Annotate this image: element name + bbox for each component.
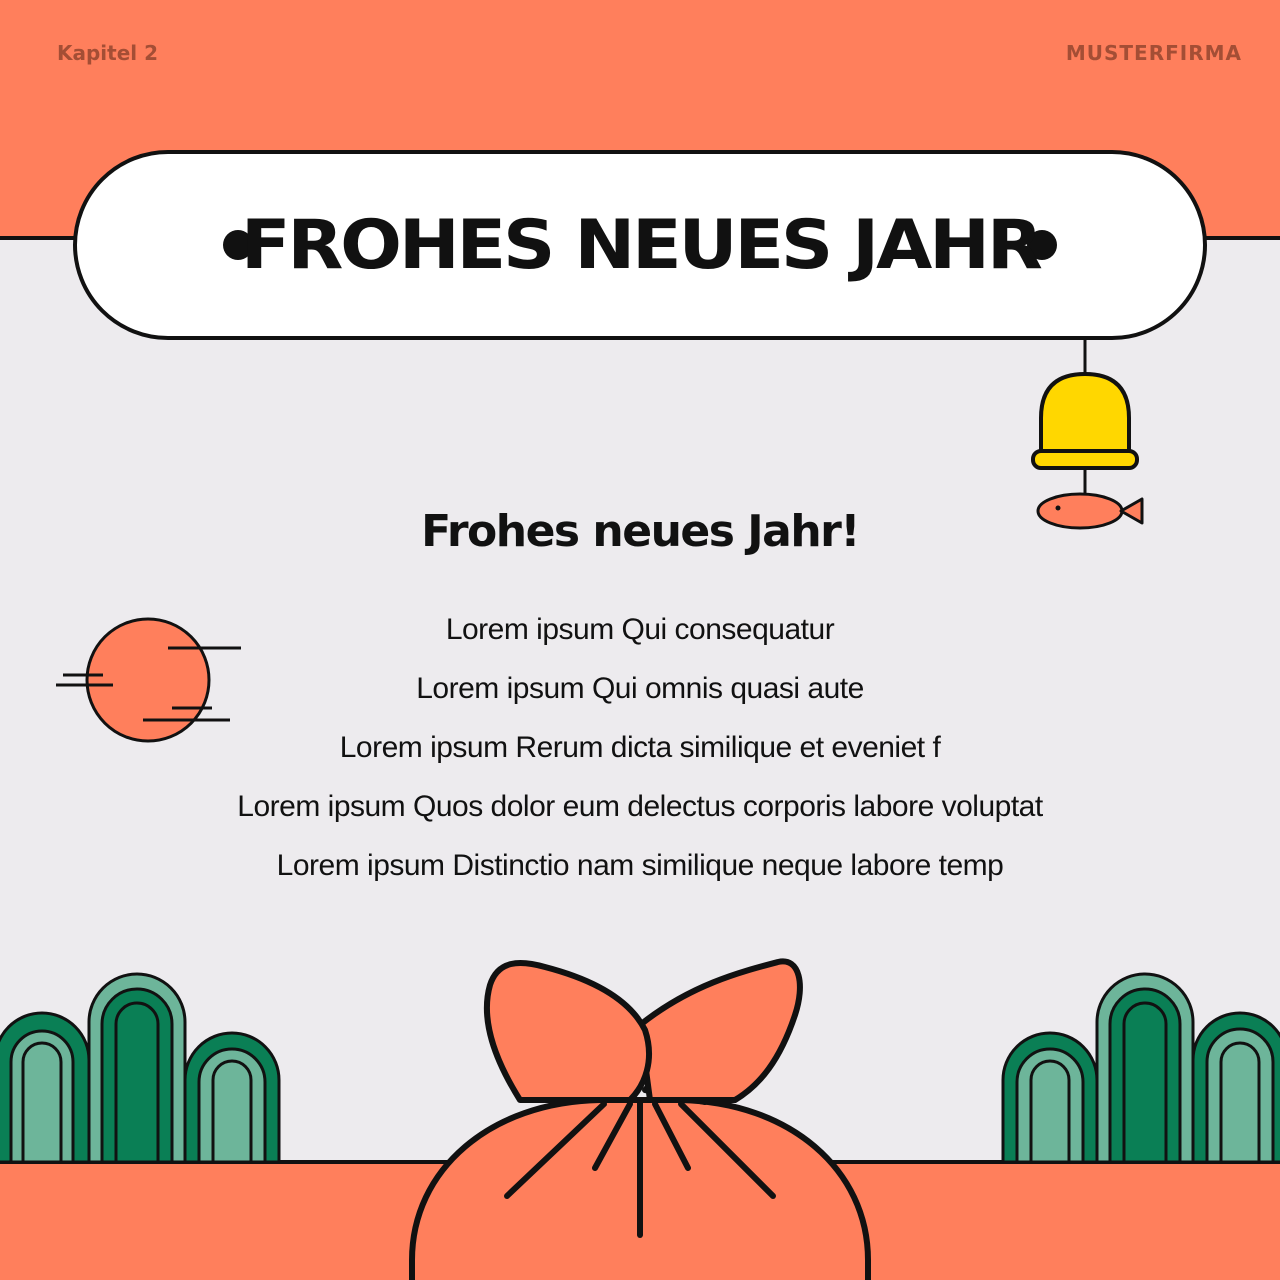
subtitle: Frohes neues Jahr! [421,506,859,557]
bell-icon [1033,374,1137,468]
brand-name: MUSTERFIRMA [1065,41,1242,65]
body-line: Lorem ipsum Rerum dicta similique et eveniet f [339,731,941,764]
body-text [0,600,1280,895]
chapter-label: Kapitel 2 [57,41,159,65]
hills-left [0,974,279,1162]
body-line: Lorem ipsum Distinctio nam similique neque labore temp [276,849,1004,882]
body-line: Lorem ipsum Quos dolor eum delectus corporis labore voluptat [237,790,1043,823]
lucky-bag-icon [412,961,868,1280]
body-line: Lorem ipsum Qui consequatur [445,613,835,646]
body-line: Lorem ipsum Qui omnis quasi aute [416,672,864,705]
hills-right [1003,974,1280,1162]
banner-title: FROHES NEUES JAHR [240,205,1040,285]
title-banner [73,150,1207,340]
